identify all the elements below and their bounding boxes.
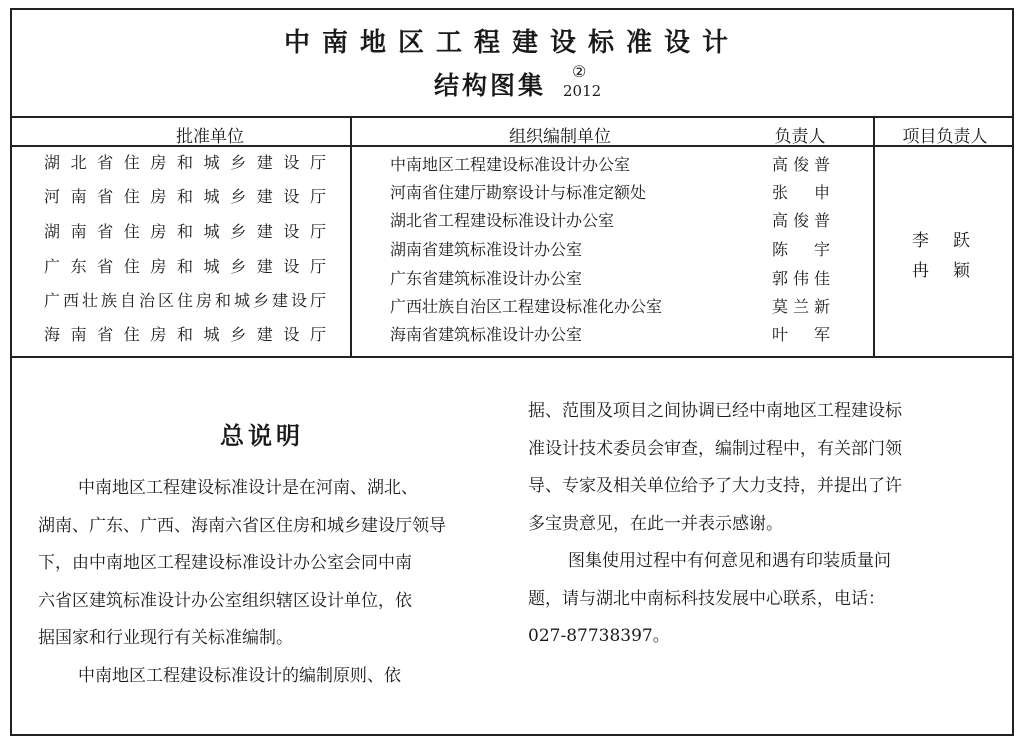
table-bottom-border (10, 356, 1014, 358)
organizing-unit: 河南省住建厅勘察设计与标准定额处 (390, 183, 647, 202)
organizing-unit: 海南省建筑标准设计办公室 (390, 325, 583, 344)
approving-unit: 河南省住房和城乡建设厅 (44, 187, 326, 206)
column-header-responsible-person: 负责人 (774, 127, 826, 147)
column-header-approving-unit: 批准单位 (176, 127, 244, 147)
responsible-person: 高俊普 (772, 211, 830, 230)
responsible-person: 高俊普 (772, 155, 830, 174)
approving-unit: 湖北省住房和城乡建设厅 (44, 153, 326, 172)
table-top-border (10, 116, 1014, 118)
approving-unit: 湖南省住房和城乡建设厅 (44, 222, 326, 241)
volume-mark: ② (572, 62, 587, 81)
project-leader: 冉 颖 (912, 261, 970, 281)
notes-line: 湖南、广东、广西、海南六省区住房和城乡建设厅领导 (38, 516, 446, 536)
notes-line: 导、专家及相关单位给予了大力支持，并提出了许 (528, 476, 902, 496)
table-divider-2 (873, 116, 875, 358)
organizing-unit: 湖北省工程建设标准设计办公室 (390, 211, 615, 230)
responsible-person: 郭伟佳 (772, 269, 830, 288)
approving-unit: 广东省住房和城乡建设厅 (44, 257, 326, 276)
notes-line: 据国家和行业现行有关标准编制。 (38, 628, 293, 648)
responsible-person: 莫兰新 (772, 297, 830, 316)
atlas-subtitle: 结构图集 (434, 71, 547, 100)
responsible-person: 叶 军 (772, 325, 830, 344)
page-title: 中南地区工程建设标准设计 (283, 28, 740, 58)
organizing-unit: 中南地区工程建设标准设计办公室 (390, 155, 631, 174)
organizing-unit: 广东省建筑标准设计办公室 (390, 269, 583, 288)
notes-line: 题，请与湖北中南标科技发展中心联系，电话： (528, 589, 885, 609)
notes-line: 中南地区工程建设标准设计的编制原则、依 (78, 666, 401, 686)
column-header-project-leader: 项目负责人 (902, 127, 988, 147)
approving-unit: 海南省住房和城乡建设厅 (44, 325, 326, 344)
notes-line: 准设计技术委员会审查，编制过程中，有关部门领 (528, 439, 902, 459)
responsible-person: 陈 宇 (772, 240, 830, 259)
notes-line: 中南地区工程建设标准设计是在河南、湖北、 (78, 478, 418, 498)
year-label: 2012 (563, 82, 602, 100)
notes-line: 下，由中南地区工程建设标准设计办公室会同中南 (38, 553, 412, 573)
responsible-person: 张 申 (772, 183, 830, 202)
notes-line: 六省区建筑标准设计办公室组织辖区设计单位，依 (38, 591, 412, 611)
notes-line: 多宝贵意见，在此一并表示感谢。 (528, 514, 783, 534)
column-header-organizing-unit: 组织编制单位 (509, 127, 611, 147)
project-leader: 李 跃 (912, 231, 970, 251)
table-divider-1 (350, 116, 352, 358)
organizing-unit: 湖南省建筑标准设计办公室 (390, 240, 583, 259)
notes-line: 图集使用过程中有何意见和遇有印装质量问 (568, 551, 891, 571)
approving-unit: 广西壮族自治区住房和城乡建设厅 (44, 291, 326, 310)
notes-phone: 027-87738397。 (528, 626, 670, 646)
notes-heading: 总说明 (220, 421, 304, 450)
notes-line: 据、范围及项目之间协调已经中南地区工程建设标 (528, 401, 902, 421)
organizing-unit: 广西壮族自治区工程建设标准化办公室 (390, 297, 663, 316)
